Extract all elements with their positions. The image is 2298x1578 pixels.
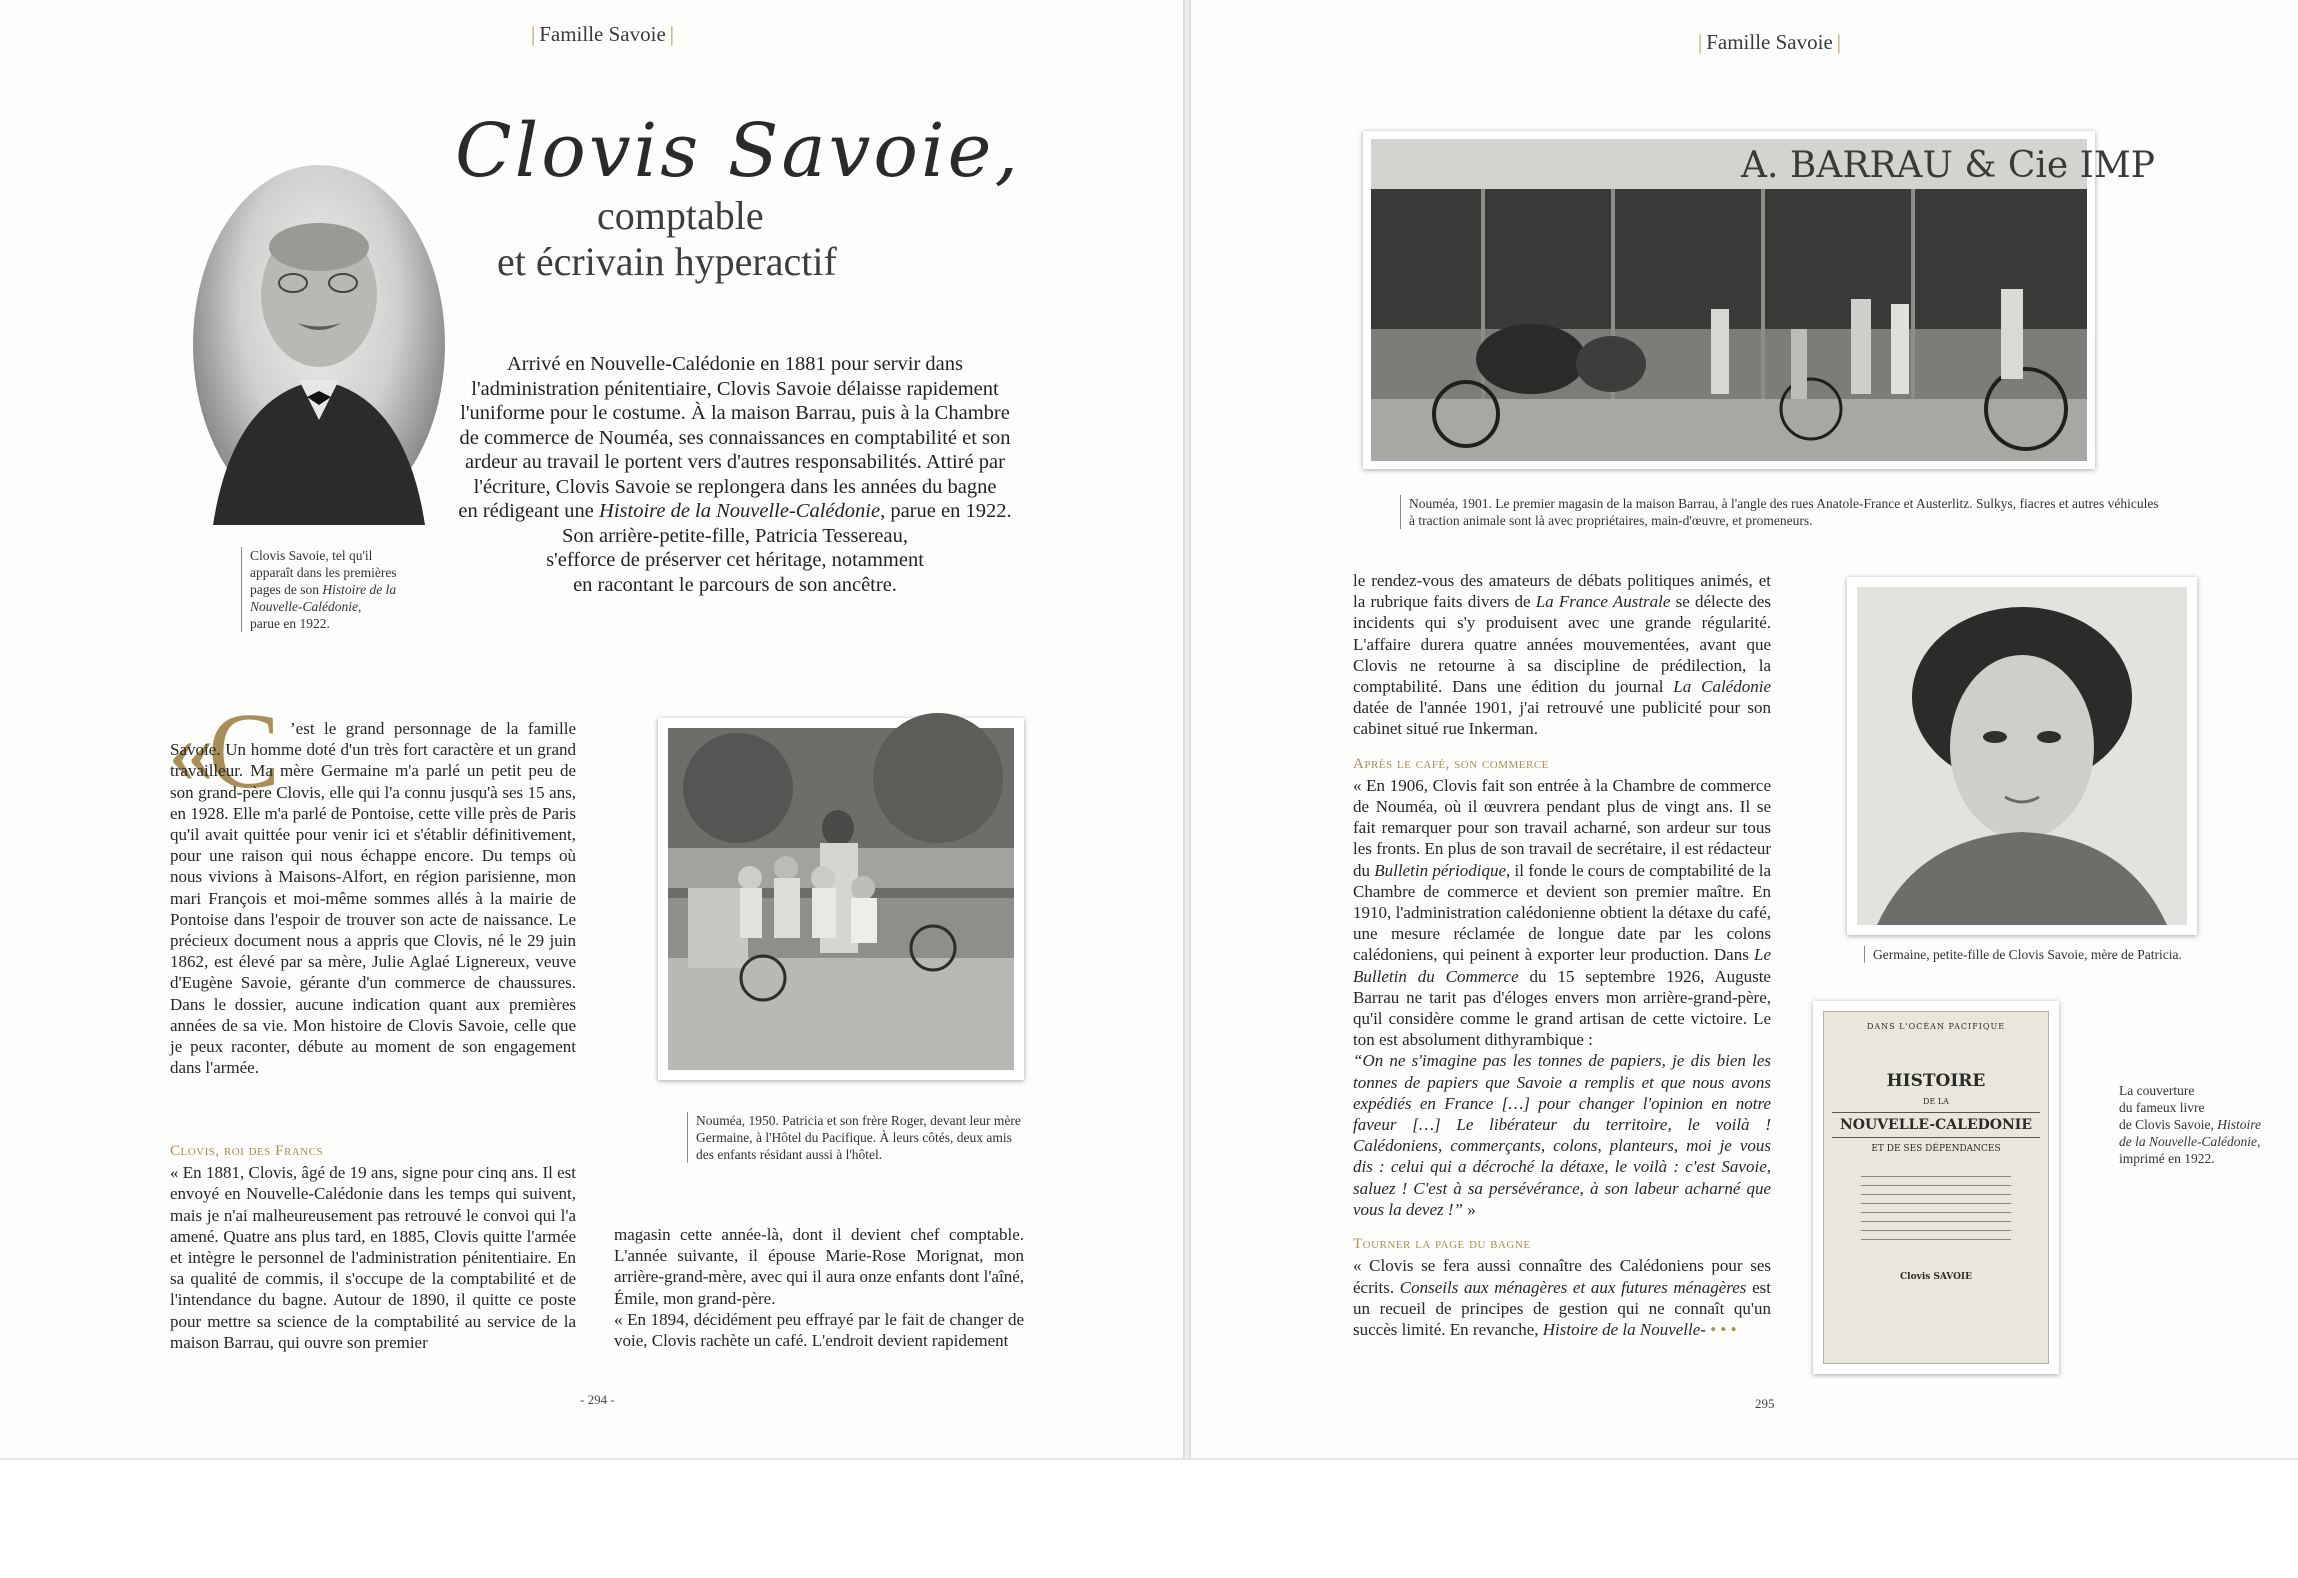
left-page (0, 0, 1183, 1458)
left-column-1-first: ’est le grand personnage de la famille Savoie. Un homme doté d'un très fort caractère et un grand travailleur. Ma mère Germaine m'a parlé un petit peu de son grand-père Clovis, elle qui l'a connu jusqu'à ses 15 ans, en 1928. Elle m'a parlé de Pontoise, cette ville près de Paris qu'il avait quittée pour venir ici et s'établir définitivement, pour une raison qui nous échappe encore. Du temps où nous vivions à Maisons-Alfort, en région parisienne, mon mari François et moi-même sommes allés à la mairie de Pontoise dans l'espoir de trouver son acte de naissance. Le précieux document nous a appris que Clovis, né le 29 juin 1862, est élevé par sa mère, Julie Aglaé Lignereux, veuve d'Eugène Savoie, gérante d'un commerce de chaussures. Dans le dossier, aucune indication quant aux premières années de sa vie. Mon histoire de Clovis Savoie, celle que je peux raconter, débute au moment de son engagement dans l'armée. (170, 719, 576, 1078)
left-column-2: magasin cette année-là, dont il devient chef comptable. L'année suivante, il épouse Marie-Rose Morignat, mon arrière-grand-mère, avec qui il aura onze enfants dont l'aîné, Émile, mon grand-père. « En 1894, décidément peu effrayé par le fait de changer de voie, Clovis rachète un café. L'endroit devient rapidement (614, 1225, 1024, 1351)
family-photo-illustration (668, 728, 1014, 1070)
book-cover-fine-print (1861, 1176, 2011, 1246)
barrau-store-photo (1363, 131, 2155, 469)
subtitle-line-2: et écrivain hyperactif (497, 239, 837, 284)
book-caption: La couverture du fameux livre de Clovis Savoie, Histoire de la Nouvelle-Calédonie, imprimé en 1922. (2119, 1083, 2261, 1166)
book-cover-top: DANS L'OCÉAN PACIFIQUE (1866, 1022, 2006, 1031)
store-sign-text: A. BARRAU & Cie IMP (1741, 145, 2155, 186)
book-cover-title-4: ET DE SES DÉPENDANCES (1871, 1144, 2001, 1154)
section-heading-clovis: Clovis, roi des Francs (170, 1143, 324, 1159)
subtitle-line-1: comptable (597, 193, 764, 238)
book-cover-title-3: NOUVELLE-CALEDONIE (1832, 1112, 2040, 1138)
family-photo-1950 (658, 718, 1024, 1080)
left-page-number: - 294 - (580, 1392, 615, 1407)
right-column-1: le rendez-vous des amateurs de débats politiques animés, et la rubrique faits divers de La France Australe se délecte des incidents qui s'y produisent avec une grande régularité. L'affaire durera quatre années mouvementées, avant que Clovis ne retourne à sa discipline de prédilection, la comptabilité. Dans une édition du journal La Calédonie datée de l'année 1901, j'ai retrouvé une publicité pour son cabinet situé rue Inkerman. Après le café, son commerce « En 1906, Clovis fait son entrée à la Chambre de commerce de Nouméa, où il œuvrera pendant plus de vingt ans. Il se fait remarquer pour son travail acharné, son ardeur sur tous les fronts. En plus de son travail de secrétaire, il est rédacteur du Bulletin périodique, il fonde le cours de comptabilité de la Chambre de commerce et devient son premier maître. En 1910, l'administration calédonienne obtient la détaxe du café, une mesure réclamée de longue date par les colons calédoniens, qui peinent à exporter leur production. Dans Le Bulletin du Commerce du 15 septembre 1926, Auguste Barrau ne tarit pas d'éloges envers mon arrière-grand-père, qu'il considère comme le grand artisan de cette victoire. Le ton est absolument dithyrambique : “On ne s'imagine pas les tonnes de papiers, je dis bien les tonnes de papiers que Savoie a remplis et que nous avons expédiés en France […] pour changer l'opinion en notre faveur […] Le libérateur du territoire, le voilà ! Calédoniens, commerçants, colons, planteurs, moi je vous dis : celui qui a décroché la détaxe, le voilà : c'est Savoie, saluez ! C'est à sa persévérance, à son labeur acharné que vous la devez !” » Tourner la page du bagne « Clovis se fera aussi connaître des Calédoniens pour ses écrits. Conseils aux ménagères et aux futures ménagères est un recueil de principes de gestion qui ne connaît qu'un succès limité. En revanche, Histoire de la Nouvelle- • • • (1353, 571, 1772, 1339)
section-heading-cafe: Après le café, son commerce (1353, 755, 1549, 772)
store-photo-caption: Nouméa, 1901. Le premier magasin de la maison Barrau, à l'angle des rues Anatole-France et Austerlitz. Sulkys, fiacres et autres véhicules à traction animale sont là avec propriétaires, main-d'œuvre, et promeneurs. (1400, 495, 2280, 529)
drop-quote-mark: « (168, 700, 214, 802)
germaine-portrait-illustration (1857, 587, 2187, 925)
book-cover-photo (1813, 1001, 2059, 1374)
clovis-portrait-photo (193, 165, 445, 525)
continuation-dots: • • • (1710, 1319, 1737, 1339)
book-cover-title-1: HISTOIRE (1886, 1071, 1986, 1091)
right-running-header: | Famille Savoie | (1698, 30, 1842, 54)
germaine-portrait-photo (1847, 577, 2197, 935)
portrait-illustration (193, 165, 445, 525)
left-running-header: | Famille Savoie | (531, 22, 675, 46)
left-column-1-second: Clovis, roi des Francs « En 1881, Clovis, âgé de 19 ans, signe pour cinq ans. Il est envoyé en Nouvelle-Calédonie dans les temps qui suivent, mais je n'ai malheureusement pas retrouvé le convoi qui l'a amené. Quatre ans plus tard, en 1885, Clovis quitte l'armée et intègre le personnel de l'administration pénitentiaire. En sa qualité de commis, il s'occupe de la comptabilité et de l'intendance du bagne. Autour de 1890, il quitte ce poste pour mettre sa science de la comptabilité au service de la maison Barrau, qui ouvre son premier (170, 1143, 576, 1352)
right-page (1191, 0, 2298, 1458)
intro-paragraph: Arrivé en Nouvelle-Calédonie en 1881 pour servir dans l'administration pénitentiaire, Clovis Savoie délaisse rapidement l'uniforme pour le costume. À la maison Barrau, puis à la Chambre de commerce de Nouméa, ses connaissances en comptabilité et son ardeur au travail le portent vers d'autres responsabilités. Attiré par l'écriture, Clovis Savoie se replongera dans les années du bagne en rédigeant une Histoire de la Nouvelle-Calédonie, parue en 1922. Son arrière-petite-fille, Patricia Tessereau, s'efforce de préserver cet héritage, notamment en racontant le parcours de son ancêtre. (458, 353, 1012, 596)
barrau-store-illustration (1371, 139, 2155, 461)
germaine-caption: Germaine, petite-fille de Clovis Savoie, mère de Patricia. (1864, 946, 2204, 963)
portrait-caption: Clovis Savoie, tel qu'il apparaît dans les premières pages de son Histoire de la Nouvelle-Calédonie, parue en 1922. (241, 547, 401, 632)
page-gutter (1183, 0, 1191, 1458)
drop-cap-letter: C (208, 692, 281, 811)
book-cover (1823, 1011, 2049, 1364)
book-cover-author: Clovis SAVOIE (1900, 1272, 1972, 1282)
family-photo-caption: Nouméa, 1950. Patricia et son frère Roger, devant leur mère Germaine, à l'Hôtel du Pacifique. À leurs côtés, deux amis des enfants résidant aussi à l'hôtel. (687, 1112, 1067, 1163)
title-script: Clovis Savoie, (455, 108, 1021, 194)
bottom-edge (0, 1458, 2298, 1460)
book-cover-title-2: DE LA (1923, 1097, 1949, 1106)
right-page-number: 295 (1755, 1396, 1775, 1411)
section-heading-bagne: Tourner la page du bagne (1353, 1236, 1531, 1253)
